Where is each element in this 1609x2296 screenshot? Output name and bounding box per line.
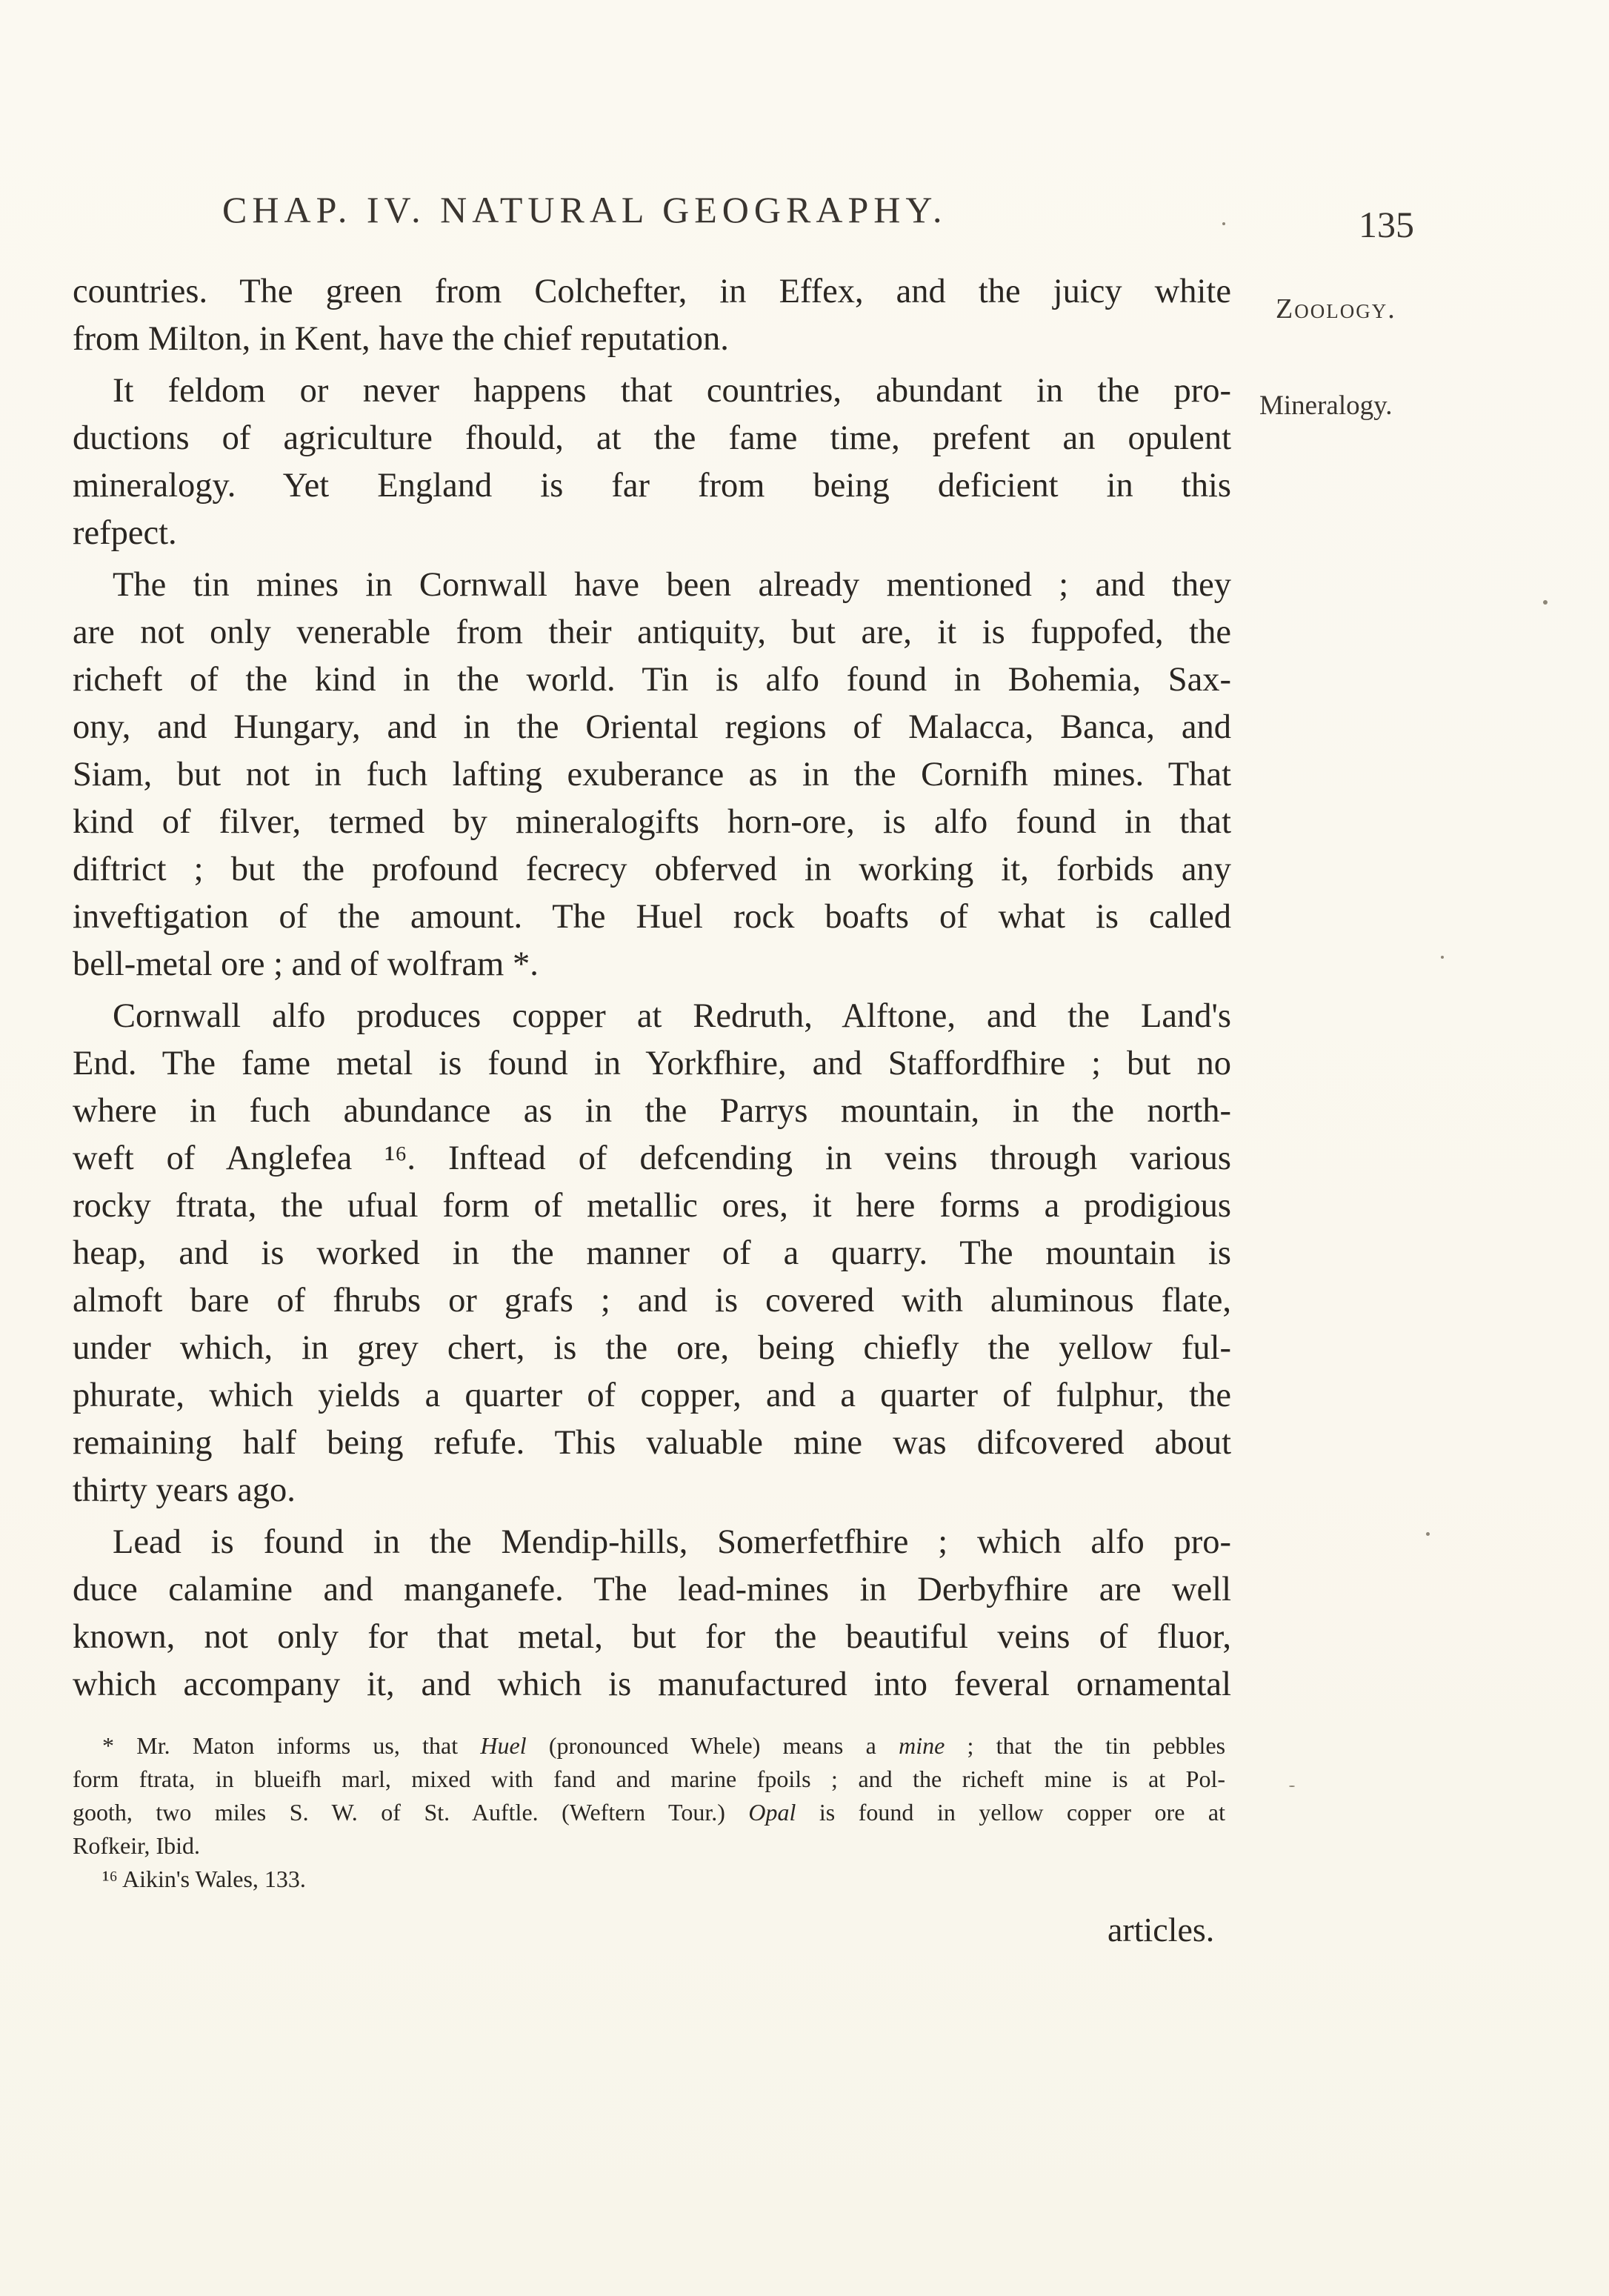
text-line: thirty years ago. [73, 1471, 296, 1509]
text-line: under which, in grey chert, is the ore, being chiefly the yellow ful- [73, 1329, 1231, 1367]
footnote-line [73, 1729, 1225, 1763]
text-line: End. The fame metal is found in Yorkfhire, and Staffordfhire ; but no [73, 1045, 1231, 1082]
text-line: mineralogy. Yet England is far from being deficient in this [73, 467, 1231, 505]
footnote-16 [73, 1863, 1225, 1896]
text-line: known, not only for that metal, but for the beautiful veins of fluor, [73, 1618, 1231, 1656]
text-line: rocky ftrata, the ufual form of metallic ores, it here forms a prodigious [73, 1187, 1231, 1225]
footnote-text: is found in yellow copper ore at [796, 1799, 1226, 1826]
paper-speck [1441, 956, 1444, 959]
footnote-text: ; that the tin pebbles [945, 1732, 1226, 1759]
text-line: are not only venerable from their antiquity, but are, it is fuppofed, the [73, 613, 1231, 651]
text-line: countries. The green from Colchefter, in Effex, and the juicy white [73, 273, 1231, 310]
text-line: diftrict ; but the profound fecrecy obferved in working it, forbids any [73, 851, 1231, 888]
margin-note-mineralogy: Mineralogy. [1259, 390, 1393, 421]
footnote-line [73, 1796, 1225, 1829]
paragraph [73, 993, 1231, 1514]
text-line: weft of Anglefea ¹⁶. Inftead of defcending in veins through various [73, 1139, 1231, 1177]
text-line: heap, and is worked in the manner of a quarry. The mountain is [73, 1234, 1231, 1272]
footnote-line: form ftrata, in blueifh marl, mixed with fand and marine fpoils ; and the richeft mine is at Pol- [73, 1766, 1225, 1792]
text-line: duce calamine and manganefe. The lead-mines in Derbyfhire are well [73, 1571, 1231, 1608]
text-line: bell-metal ore ; and of wolfram *. [73, 945, 539, 983]
text-line: Cornwall alfo produces copper at Redruth, Alftone, and the Land's [113, 997, 1231, 1035]
page-number: 135 [1359, 204, 1414, 245]
paper-speck [1426, 1532, 1430, 1536]
footnote-italic-term: Opal [748, 1799, 796, 1826]
text-line: remaining half being refufe. This valuable mine was difcovered about [73, 1424, 1231, 1462]
text-line: from Milton, in Kent, have the chief reputation. [73, 320, 729, 358]
text-line: ductions of agriculture fhould, at the fame time, prefent an opulent [73, 419, 1231, 457]
paper-speck [1289, 1786, 1295, 1787]
text-line: kind of filver, termed by mineralogifts horn-ore, is alfo found in that [73, 803, 1231, 841]
text-line: which accompany it, and which is manufactured into feveral ornamental [73, 1666, 1231, 1703]
main-text [73, 268, 1231, 1713]
footnote-star [73, 1729, 1225, 1863]
footnote-italic-term: mine [899, 1732, 945, 1759]
footnotes [73, 1729, 1225, 1896]
footnote-text: * Mr. Maton informs us, that [102, 1732, 481, 1759]
text-line: refpect. [73, 514, 177, 552]
footnote-line: Rofkeir, Ibid. [73, 1832, 201, 1859]
footnote-text: (pronounced Whele) means a [526, 1732, 899, 1759]
paragraph [73, 562, 1231, 988]
catchword: articles. [1107, 1911, 1215, 1949]
footnote-text: gooth, two miles S. W. of St. Auftle. (Weftern Tour.) [73, 1799, 749, 1826]
text-line: inveftigation of the amount. The Huel rock boafts of what is called [73, 898, 1231, 936]
text-line: Siam, but not in fuch lafting exuberance as in the Cornifh mines. That [73, 756, 1231, 793]
paper-speck [1543, 600, 1548, 605]
margin-note-zoology: Zoology. [1276, 293, 1396, 325]
running-head: CHAP. IV. NATURAL GEOGRAPHY. [222, 189, 947, 230]
paragraph [73, 367, 1231, 557]
text-line: The tin mines in Cornwall have been already mentioned ; and they [113, 566, 1231, 604]
text-line: Lead is found in the Mendip-hills, Somerfetfhire ; which alfo pro- [113, 1523, 1231, 1561]
paragraph [73, 268, 1231, 363]
footnote-line: ¹⁶ Aikin's Wales, 133. [102, 1866, 306, 1892]
text-line: almoft bare of fhrubs or grafs ; and is covered with aluminous flate, [73, 1282, 1231, 1320]
text-line: phurate, which yields a quarter of copper, and a quarter of fulphur, the [73, 1377, 1231, 1414]
paper-speck [1222, 222, 1225, 225]
text-line: ony, and Hungary, and in the Oriental regions of Malacca, Banca, and [73, 708, 1231, 746]
paragraph [73, 1519, 1231, 1708]
footnote-italic-term: Huel [480, 1732, 527, 1759]
text-line: It feldom or never happens that countries, abundant in the pro- [113, 372, 1231, 410]
text-line: where in fuch abundance as in the Parrys mountain, in the north- [73, 1092, 1231, 1130]
text-line: richeft of the kind in the world. Tin is alfo found in Bohemia, Sax- [73, 661, 1231, 699]
